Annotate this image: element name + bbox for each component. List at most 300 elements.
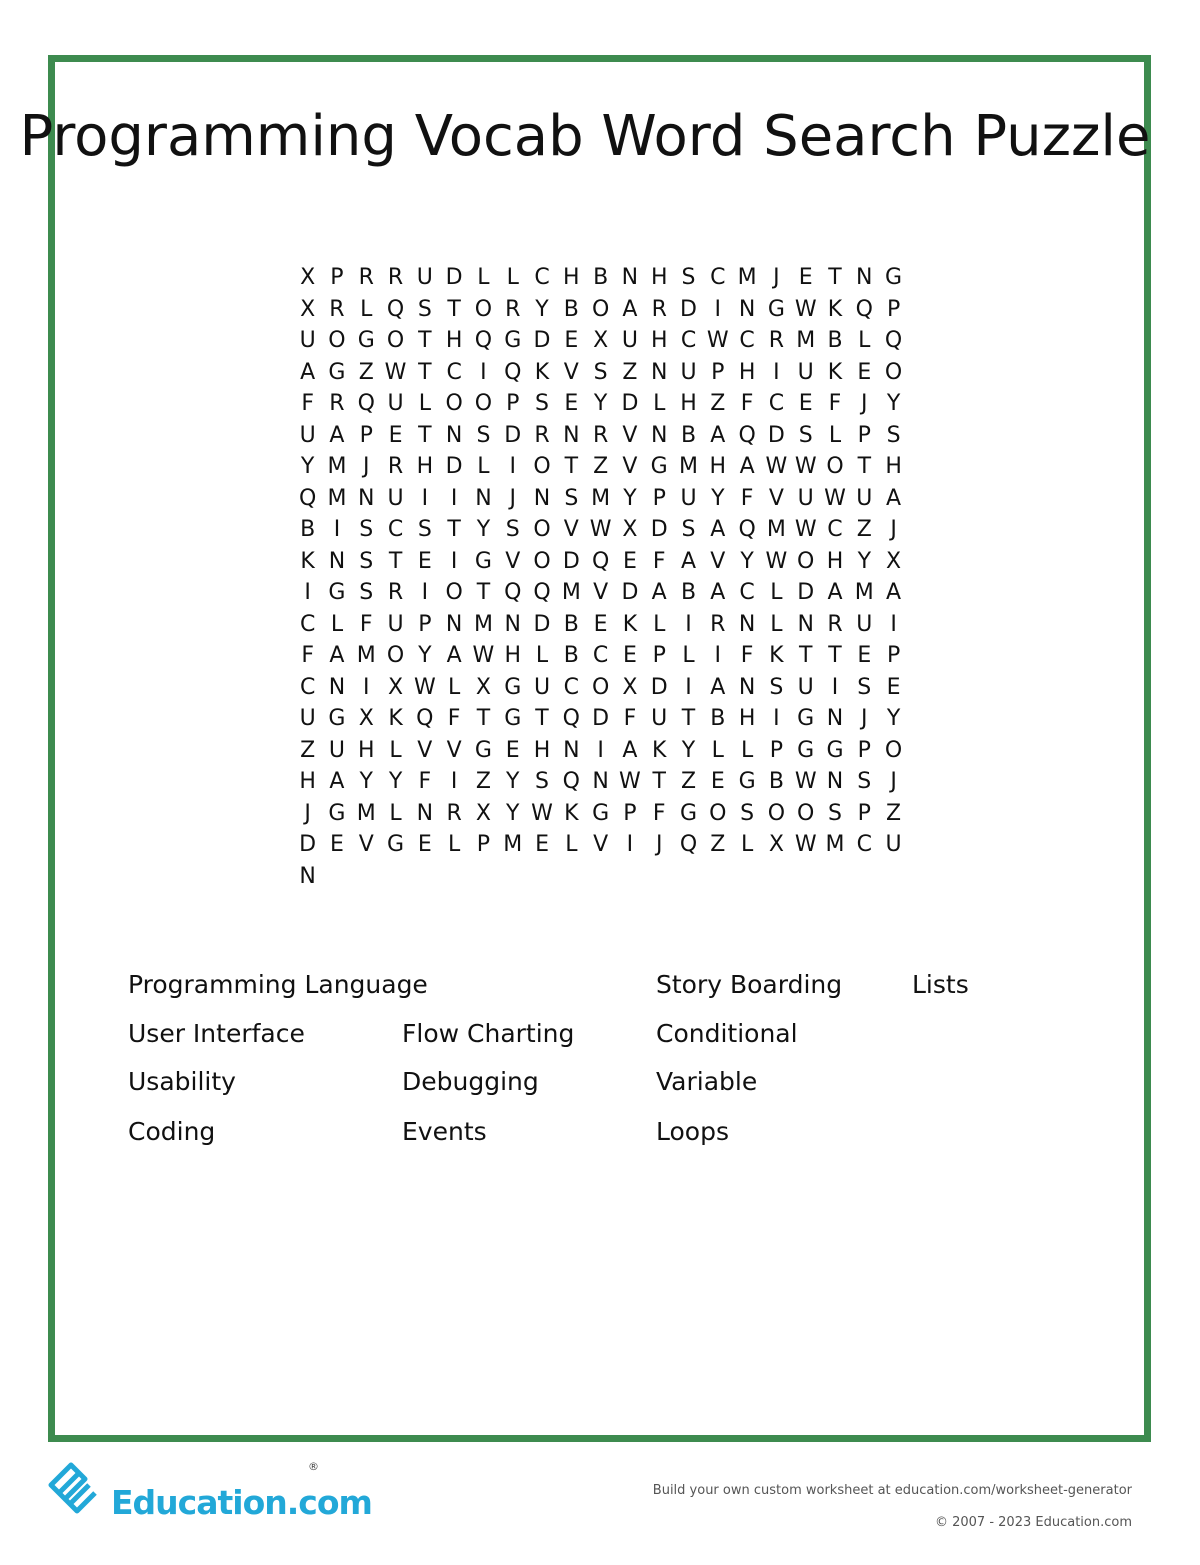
grid-letter: N xyxy=(592,769,609,794)
grid-letter: Y xyxy=(506,800,520,826)
grid-letter: D xyxy=(533,611,551,637)
word-list-item: Variable xyxy=(656,1067,758,1096)
grid-letter: V xyxy=(768,485,784,511)
grid-letter: L xyxy=(477,265,490,290)
grid-letter: P xyxy=(418,611,432,637)
grid-letter: R xyxy=(505,296,521,322)
grid-letter: V xyxy=(593,832,609,857)
grid-letter: I xyxy=(450,548,458,574)
grid-letter: K xyxy=(622,611,638,637)
grid-letter: Y xyxy=(593,391,608,416)
grid-letter: O xyxy=(767,800,786,826)
grid-letter: I xyxy=(333,517,341,542)
grid-letter: D xyxy=(680,296,697,322)
grid-letter: H xyxy=(445,328,463,353)
grid-letter: R xyxy=(710,611,726,637)
grid-letter: R xyxy=(358,265,374,290)
grid-letter: X xyxy=(300,265,316,290)
grid-letter: Y xyxy=(711,485,725,511)
grid-letter: A xyxy=(739,454,755,479)
grid-letter: A xyxy=(329,643,345,668)
footer-tagline[interactable]: Build your own custom worksheet at education.com/worksheet-generator xyxy=(652,1483,1132,1498)
grid-letter: O xyxy=(591,296,610,322)
grid-letter: Y xyxy=(388,769,403,794)
grid-letter: K xyxy=(300,548,315,574)
grid-letter: Z xyxy=(856,517,872,542)
grid-letter: M xyxy=(356,800,376,826)
grid-letter: W xyxy=(706,328,729,353)
grid-letter: C xyxy=(387,517,404,542)
grid-letter: R xyxy=(827,611,843,637)
grid-letter: A xyxy=(300,359,316,385)
grid-letter: Q xyxy=(533,580,551,605)
grid-letter: A xyxy=(710,580,726,605)
grid-letter: Q xyxy=(504,359,522,385)
word-list-item: Programming Language xyxy=(128,970,428,999)
grid-letter: R xyxy=(768,328,785,353)
grid-letter: F xyxy=(359,611,373,637)
registered-mark: ® xyxy=(308,1460,319,1473)
grid-letter: U xyxy=(680,485,697,511)
grid-letter: H xyxy=(504,643,521,668)
grid-letter: X xyxy=(475,674,491,700)
grid-letter: N xyxy=(328,674,346,700)
grid-letter: C xyxy=(739,580,755,605)
grid-letter: H xyxy=(650,328,668,353)
grid-letter: X xyxy=(622,517,638,542)
grid-letter: V xyxy=(563,517,579,542)
grid-letter: W xyxy=(384,359,407,385)
grid-letter: T xyxy=(828,643,842,668)
grid-letter: S xyxy=(798,422,813,448)
grid-letter: N xyxy=(738,674,756,700)
grid-letter: O xyxy=(797,800,815,826)
grid-letter: S xyxy=(740,800,755,826)
grid-letter: C xyxy=(680,328,697,353)
grid-letter: R xyxy=(387,454,404,479)
grid-letter: E xyxy=(593,611,608,637)
grid-letter: C xyxy=(768,391,785,416)
grid-letter: L xyxy=(330,611,344,637)
grid-letter: D xyxy=(621,580,639,605)
grid-letter: Z xyxy=(593,454,609,479)
grid-letter: W xyxy=(824,485,846,511)
grid-letter: E xyxy=(622,548,637,574)
grid-letter: L xyxy=(418,391,431,416)
grid-letter: W xyxy=(765,548,788,574)
grid-letter: P xyxy=(623,800,637,826)
grid-letter: Y xyxy=(740,548,754,574)
grid-letter: H xyxy=(533,737,551,763)
grid-letter: U xyxy=(387,611,404,637)
grid-letter: U xyxy=(856,611,873,637)
grid-letter: N xyxy=(533,485,551,511)
grid-letter: V xyxy=(710,548,726,574)
grid-letter: J xyxy=(304,800,311,826)
grid-letter: U xyxy=(797,674,814,700)
word-list-item: Coding xyxy=(128,1117,216,1146)
grid-letter: G xyxy=(767,296,785,322)
grid-letter: M xyxy=(327,454,347,479)
grid-letter: H xyxy=(416,454,434,479)
grid-letter: U xyxy=(328,737,345,763)
grid-letter: H xyxy=(680,391,697,416)
grid-letter: Q xyxy=(474,328,493,353)
grid-letter: A xyxy=(680,548,697,574)
word-list-item: Story Boarding xyxy=(656,970,843,999)
grid-letter: Y xyxy=(300,454,315,479)
grid-letter: S xyxy=(593,359,608,385)
grid-letter: U xyxy=(387,485,404,511)
grid-letter: D xyxy=(621,391,639,416)
grid-letter: C xyxy=(739,328,755,353)
grid-letter: E xyxy=(417,832,432,857)
grid-letter: N xyxy=(328,548,346,574)
grid-letter: G xyxy=(357,328,375,353)
grid-letter: K xyxy=(564,800,579,826)
grid-letter: R xyxy=(446,800,462,826)
grid-letter: I xyxy=(362,674,370,700)
grid-letter: M xyxy=(561,580,581,605)
grid-letter: I xyxy=(714,643,722,668)
grid-letter: T xyxy=(418,422,432,448)
grid-letter: N xyxy=(650,422,668,448)
grid-letter: X xyxy=(475,800,491,826)
grid-letter: E xyxy=(622,643,637,668)
word-list-item: User Interface xyxy=(128,1019,305,1048)
grid-letter: K xyxy=(769,643,784,668)
grid-letter: Z xyxy=(710,832,726,857)
grid-letter: E xyxy=(564,391,579,416)
grid-letter: E xyxy=(388,422,403,448)
grid-letter: L xyxy=(770,611,783,637)
grid-letter: O xyxy=(445,580,463,605)
grid-letter: N xyxy=(299,863,316,889)
word-list-item: Events xyxy=(402,1117,487,1146)
grid-letter: I xyxy=(831,674,839,700)
grid-letter: I xyxy=(421,485,429,511)
grid-letter: O xyxy=(474,391,493,416)
grid-letter: F xyxy=(828,391,842,416)
grid-letter: D xyxy=(562,548,580,574)
grid-letter: Y xyxy=(681,737,696,763)
grid-letter: L xyxy=(506,265,519,290)
grid-letter: E xyxy=(857,643,872,668)
grid-letter: L xyxy=(448,832,461,857)
grid-letter: L xyxy=(858,328,871,353)
grid-letter: S xyxy=(681,265,696,290)
grid-letter: S xyxy=(359,580,374,605)
grid-letter: L xyxy=(740,832,754,857)
grid-letter: N xyxy=(563,422,580,448)
grid-letter: A xyxy=(651,580,667,605)
grid-letter: W xyxy=(619,769,641,794)
grid-letter: I xyxy=(450,485,458,511)
grid-letter: B xyxy=(563,296,579,322)
grid-letter: F xyxy=(301,391,314,416)
page-title: Programming Vocab Word Search Puzzle xyxy=(19,104,1151,169)
grid-letter: G xyxy=(797,706,815,731)
grid-letter: R xyxy=(534,422,550,448)
grid-letter: F xyxy=(447,706,461,731)
grid-letter: N xyxy=(504,611,521,637)
grid-letter: I xyxy=(304,580,311,605)
grid-letter: G xyxy=(797,737,815,763)
grid-letter: Y xyxy=(886,706,901,731)
grid-letter: P xyxy=(769,737,784,763)
grid-letter: P xyxy=(506,391,520,416)
grid-letter: O xyxy=(474,296,493,322)
grid-letter: A xyxy=(329,769,345,794)
grid-letter: R xyxy=(329,391,345,416)
grid-letter: U xyxy=(797,485,814,511)
grid-letter: V xyxy=(593,580,609,605)
grid-letter: N xyxy=(797,611,814,637)
grid-letter: S xyxy=(476,422,491,448)
grid-letter: T xyxy=(418,359,432,385)
grid-letter: E xyxy=(857,359,872,385)
grid-letter: C xyxy=(592,643,609,668)
grid-letter: U xyxy=(299,422,316,448)
grid-letter: G xyxy=(504,706,522,731)
grid-letter: I xyxy=(509,454,516,479)
grid-letter: Y xyxy=(535,296,549,322)
grid-letter: O xyxy=(386,328,405,353)
word-list-item: Loops xyxy=(656,1117,729,1146)
grid-letter: Z xyxy=(886,800,902,826)
grid-letter: I xyxy=(597,737,604,763)
grid-letter: X xyxy=(388,674,404,700)
grid-letter: T xyxy=(476,706,491,731)
grid-letter: A xyxy=(827,580,843,605)
grid-letter: C xyxy=(827,517,843,542)
word-list-item: Lists xyxy=(912,970,969,999)
grid-letter: M xyxy=(591,485,611,511)
grid-letter: J xyxy=(362,454,370,479)
grid-letter: Q xyxy=(504,580,522,605)
grid-letter: Y xyxy=(476,517,491,542)
grid-letter: P xyxy=(652,485,666,511)
grid-letter: C xyxy=(563,674,579,700)
grid-letter: B xyxy=(300,517,316,542)
grid-letter: M xyxy=(679,454,698,479)
grid-letter: W xyxy=(531,800,553,826)
grid-letter: D xyxy=(797,580,815,605)
grid-letter: A xyxy=(886,580,902,605)
grid-letter: O xyxy=(445,391,463,416)
grid-letter: X xyxy=(886,548,902,574)
grid-letter: J xyxy=(890,517,897,542)
grid-letter: H xyxy=(563,265,580,290)
grid-letter: S xyxy=(505,517,520,542)
grid-letter: D xyxy=(533,328,551,353)
grid-letter: G xyxy=(592,800,610,826)
grid-letter: U xyxy=(621,328,638,353)
grid-letter: C xyxy=(446,359,462,385)
grid-letter: T xyxy=(418,328,432,353)
grid-letter: U xyxy=(856,485,873,511)
grid-letter: L xyxy=(711,737,724,763)
grid-letter: L xyxy=(653,611,666,637)
grid-letter: A xyxy=(886,485,902,511)
grid-letter: L xyxy=(565,832,578,857)
grid-letter: O xyxy=(797,548,815,574)
grid-letter: Q xyxy=(679,832,698,857)
grid-letter: P xyxy=(330,265,344,290)
grid-letter: L xyxy=(828,422,842,448)
grid-letter: R xyxy=(387,580,404,605)
grid-letter: N xyxy=(445,422,463,448)
grid-letter: P xyxy=(857,737,871,763)
grid-letter: G xyxy=(474,737,492,763)
grid-letter: M xyxy=(825,832,845,857)
grid-letter: S xyxy=(828,800,842,826)
grid-letter: G xyxy=(328,706,346,731)
grid-letter: N xyxy=(358,485,375,511)
grid-letter: K xyxy=(827,296,843,322)
grid-letter: Q xyxy=(884,328,903,353)
grid-letter: G xyxy=(504,328,522,353)
grid-letter: S xyxy=(359,517,374,542)
grid-letter: Y xyxy=(623,485,637,511)
grid-letter: A xyxy=(710,674,726,700)
grid-letter: Q xyxy=(738,517,756,542)
grid-letter: E xyxy=(798,265,813,290)
grid-letter: K xyxy=(388,706,403,731)
grid-letter: C xyxy=(856,832,872,857)
grid-letter: N xyxy=(445,611,463,637)
grid-letter: L xyxy=(682,643,695,668)
grid-letter: O xyxy=(591,674,610,700)
grid-letter: Q xyxy=(298,485,317,511)
grid-letter: W xyxy=(794,769,817,794)
grid-letter: I xyxy=(685,611,692,637)
grid-letter: R xyxy=(592,422,609,448)
grid-letter: G xyxy=(387,832,405,857)
grid-letter: X xyxy=(593,328,609,353)
grid-letter: F xyxy=(740,391,754,416)
grid-letter: V xyxy=(446,737,462,763)
grid-letter: P xyxy=(857,422,871,448)
grid-letter: L xyxy=(389,737,402,763)
grid-letter: B xyxy=(593,265,609,290)
grid-letter: Z xyxy=(358,359,374,385)
grid-letter: T xyxy=(388,548,403,574)
word-list-item: Conditional xyxy=(656,1019,798,1048)
grid-letter: T xyxy=(857,454,872,479)
grid-letter: U xyxy=(533,674,551,700)
grid-letter: Q xyxy=(357,391,375,416)
grid-letter: N xyxy=(738,296,756,322)
grid-letter: S xyxy=(535,769,549,794)
grid-letter: Q xyxy=(855,296,873,322)
grid-letter: Y xyxy=(886,391,901,416)
grid-letter: B xyxy=(680,422,697,448)
grid-letter: L xyxy=(477,454,490,479)
grid-letter: L xyxy=(653,391,666,416)
grid-letter: C xyxy=(299,611,316,637)
grid-letter: D xyxy=(299,832,317,857)
grid-letter: A xyxy=(329,422,345,448)
grid-letter: S xyxy=(769,674,784,700)
grid-letter: K xyxy=(827,359,843,385)
grid-letter: W xyxy=(472,643,495,668)
grid-letter: Y xyxy=(359,769,373,794)
grid-letter: D xyxy=(592,706,610,731)
grid-letter: P xyxy=(857,800,871,826)
grid-letter: G xyxy=(328,580,346,605)
grid-letter: A xyxy=(710,517,726,542)
grid-letter: N xyxy=(563,737,580,763)
grid-letter: E xyxy=(710,769,725,794)
grid-letter: M xyxy=(356,643,376,668)
grid-letter: D xyxy=(650,517,668,542)
grid-letter: G xyxy=(679,800,698,826)
grid-letter: U xyxy=(797,359,814,385)
grid-letter: E xyxy=(798,391,813,416)
grid-letter: A xyxy=(622,296,638,322)
grid-letter: J xyxy=(861,706,868,731)
grid-letter: L xyxy=(360,296,373,322)
grid-letter: O xyxy=(709,800,727,826)
grid-letter: S xyxy=(857,674,872,700)
grid-letter: I xyxy=(773,359,780,385)
grid-letter: M xyxy=(766,517,786,542)
grid-letter: N xyxy=(856,265,873,290)
grid-letter: P xyxy=(652,643,666,668)
grid-letter: B xyxy=(768,769,784,794)
grid-letter: T xyxy=(828,265,842,290)
grid-letter: W xyxy=(794,454,817,479)
grid-letter: I xyxy=(450,769,458,794)
grid-letter: I xyxy=(714,296,722,322)
grid-letter: U xyxy=(416,265,433,290)
grid-letter: Q xyxy=(562,706,580,731)
grid-letter: Q xyxy=(386,296,405,322)
grid-letter: P xyxy=(476,832,491,857)
grid-letter: S xyxy=(417,296,432,322)
education-logo[interactable] xyxy=(45,1455,372,1521)
grid-letter: E xyxy=(886,674,901,700)
grid-letter: G xyxy=(738,769,756,794)
grid-letter: I xyxy=(773,706,780,731)
grid-letter: R xyxy=(651,296,667,322)
grid-letter: S xyxy=(417,517,432,542)
grid-letter: J xyxy=(509,485,516,511)
grid-letter: W xyxy=(589,517,612,542)
grid-letter: F xyxy=(418,769,432,794)
grid-letter: Y xyxy=(418,643,432,668)
grid-letter: N xyxy=(826,706,844,731)
grid-letter: N xyxy=(738,611,756,637)
grid-letter: M xyxy=(737,265,757,290)
grid-letter: I xyxy=(480,359,487,385)
grid-letter: M xyxy=(473,611,493,637)
grid-letter: O xyxy=(533,517,551,542)
grid-letter: G xyxy=(328,359,346,385)
grid-letter: F xyxy=(301,643,314,668)
grid-letter: C xyxy=(710,265,726,290)
grid-letter: R xyxy=(329,296,345,322)
grid-letter: O xyxy=(826,454,844,479)
grid-letter: F xyxy=(623,706,637,731)
grid-letter: B xyxy=(563,611,579,637)
grid-letter: A xyxy=(622,737,638,763)
grid-letter: G xyxy=(885,265,903,290)
grid-letter: X xyxy=(358,706,374,731)
grid-letter: O xyxy=(533,548,551,574)
grid-letter: D xyxy=(445,454,463,479)
